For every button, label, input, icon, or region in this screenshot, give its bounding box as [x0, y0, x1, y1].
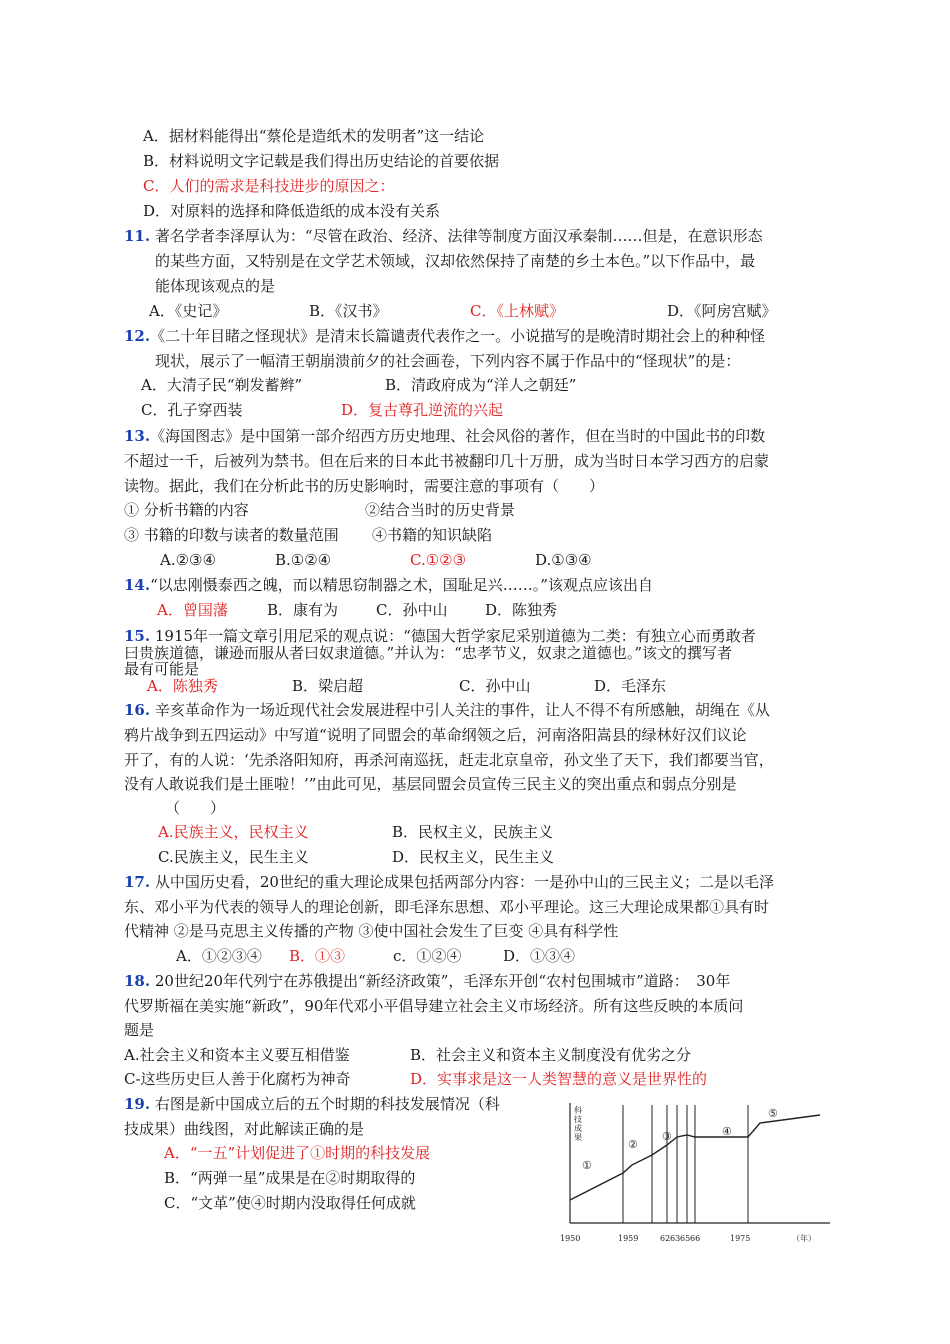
x-tick-label: 66 — [690, 1234, 701, 1243]
q16-option-a: A.民族主义，民权主义 — [158, 823, 309, 841]
q13-statement-4: ④书籍的知识缺陷 — [372, 526, 493, 544]
q16-option-b: B．民权主义，民族主义 — [392, 823, 554, 841]
tech-development-chart — [560, 1095, 835, 1245]
q18-option-b: B．社会主义和资本主义制度没有优劣之分 — [410, 1046, 692, 1064]
q18-option-d: D．实事求是这一人类智慧的意义是世界性的 — [410, 1070, 708, 1088]
q18-option-a: A.社会主义和资本主义要互相借鉴 — [124, 1046, 350, 1064]
q13-option-c: C.①②③ — [410, 551, 467, 569]
question-number: 15. — [124, 627, 151, 645]
period-label: ② — [628, 1138, 638, 1151]
q11-stem-line3: 能体现该观点的是 — [155, 277, 276, 295]
q16-option-d: D．民权主义，民生主义 — [392, 848, 555, 866]
q10-option-b: B．材料说明文字记载是我们得出历史结论的首要依据 — [143, 152, 500, 170]
x-tick-label: 1950 — [560, 1234, 581, 1243]
q13-option-b: B.①②④ — [275, 551, 332, 569]
q12-option-d: D．复古尊孔逆流的兴起 — [341, 401, 504, 419]
q17-option-b: B．①③ — [289, 947, 346, 965]
q17-option-d: D．①③④ — [503, 947, 576, 965]
question-number: 19. — [124, 1095, 151, 1113]
q14-stem-line1 — [124, 575, 653, 595]
q18-text: 20世纪20年代列宁在苏俄提出“新经济政策”，毛泽东开创“农村包围城市”道路： 30年 — [154, 972, 731, 990]
q14-option-c: C．孙中山 — [376, 601, 448, 619]
q13-statement-1: ① 分析书籍的内容 — [124, 501, 249, 519]
y-axis-label-char: 果 — [574, 1133, 582, 1142]
q17-option-c: c．①②④ — [393, 947, 462, 965]
q16-answer-blank: （ ） — [165, 799, 226, 817]
q13-stem-line1 — [124, 426, 765, 446]
q17-stem-line3: 代精神 ②是马克思主义传播的产物 ③使中国社会发生了巨变 ④具有科学性 — [124, 922, 619, 940]
x-tick-label: 63 — [670, 1234, 681, 1243]
q19-stem-line1 — [124, 1094, 500, 1114]
q15-option-a: A．陈独秀 — [147, 677, 218, 695]
q18-stem-line2: 代罗斯福在美实施“新政”，90年代邓小平倡导建立社会主义市场经济。所有这些反映的本质问 — [124, 997, 744, 1015]
q14-option-a: A．曾国藩 — [157, 601, 228, 619]
q16-stem-line1 — [124, 700, 770, 720]
q12-option-a: A．大清子民“剃发蓄辫” — [141, 376, 303, 394]
x-tick-label: 1959 — [618, 1234, 639, 1243]
q16-option-c: C.民族主义，民生主义 — [158, 848, 309, 866]
question-number: 13. — [124, 427, 151, 445]
q18-stem-line3: 题是 — [124, 1021, 155, 1039]
q11-option-c: C．《上林赋》 — [470, 302, 564, 320]
q15-text: 1915年一篇文章引用尼采的观点说：“德国大哲学家尼采别道德为二类：有独立心而勇敢者 — [154, 627, 756, 645]
q17-text: 从中国历史看，20世纪的重大理论成果包括两部分内容：一是孙中山的三民主义；二是以毛泽 — [154, 873, 774, 891]
q13-statement-2: ②结合当时的历史背景 — [365, 501, 516, 519]
q19-option-c: C．“文革”使④时期内没取得任何成就 — [164, 1194, 416, 1212]
q14-option-d: D．陈独秀 — [485, 601, 558, 619]
q13-text: 《海国图志》是中国第一部介绍西方历史地理、社会风俗的著作，但在当时的中国此书的印数 — [150, 427, 766, 445]
q15-stem-line3: 最有可能是 — [124, 660, 200, 678]
question-number: 11. — [124, 227, 151, 245]
q13-option-d: D.①③④ — [535, 551, 592, 569]
q14-option-b: B．康有为 — [267, 601, 339, 619]
q12-stem-line2: 现状，展示了一幅清王朝崩溃前夕的社会画卷，下列内容不属于作品中的“怪现状”的是： — [155, 352, 741, 370]
q13-stem-line2: 不超过一千，后被列为禁书。但在后来的日本此书被翻印几十万册，成为当时日本学习西方的启蒙 — [124, 452, 770, 470]
q12-option-c: C．孔子穿西装 — [141, 401, 243, 419]
x-axis-unit: （年） — [792, 1234, 816, 1243]
period-labels — [582, 1107, 778, 1172]
q17-stem-line2: 东、邓小平为代表的领导人的理论创新，即毛泽东思想、邓小平理论。这三大理论成果都①具有时 — [124, 898, 770, 916]
q15-option-d: D．毛泽东 — [594, 677, 667, 695]
q11-option-d: D．《阿房宫赋》 — [667, 302, 777, 320]
q10-option-c: C．人们的需求是科技进步的原因之： — [143, 177, 395, 195]
q16-stem-line3: 开了，有的人说：‘先杀洛阳知府，再杀河南巡抚，赶走北京皇帝，孙文坐了天下，我们都要当官， — [124, 751, 774, 769]
q13-statement-3: ③ 书籍的印数与读者的数量范围 — [124, 526, 339, 544]
q10-option-a: A．据材料能得出“蔡伦是造纸术的发明者”这一结论 — [143, 127, 485, 145]
question-number: 14. — [124, 576, 151, 594]
q11-option-b: B．《汉书》 — [309, 302, 388, 320]
q15-stem-line2: 曰贵族道德，谦逊而服从者曰奴隶道德。”并认为：“忠孝节义，奴隶之道德也。”该文的撰写者 — [124, 644, 733, 662]
y-axis-label-char: 成 — [574, 1124, 582, 1133]
period-label: ④ — [722, 1125, 732, 1138]
q18-option-c: C-这些历史巨人善于化腐朽为神奇 — [124, 1070, 351, 1088]
q19-text: 右图是新中国成立后的五个时期的科技发展情况（科 — [154, 1095, 500, 1113]
q12-text: 《二十年目睹之怪现状》是清末长篇谴责代表作之一。小说描写的是晚清时期社会上的种种怪 — [150, 327, 766, 345]
period-label: ③ — [662, 1130, 672, 1143]
question-number: 18. — [124, 972, 151, 990]
period-label: ⑤ — [768, 1107, 778, 1120]
period-label: ① — [582, 1159, 592, 1172]
q13-option-a: A.②③④ — [160, 551, 216, 569]
q11-text: 著名学者李泽厚认为：“尽管在政治、经济、法律等制度方面汉承秦制……但是，在意识形态 — [154, 227, 763, 245]
question-number: 16. — [124, 701, 151, 719]
question-number: 17. — [124, 873, 151, 891]
x-tick-label: 62 — [660, 1234, 671, 1243]
q11-option-a: A．《史记》 — [149, 302, 228, 320]
q13-stem-line3: 读物。据此，我们在分析此书的历史影响时，需要注意的事项有（ ） — [124, 477, 605, 495]
x-tick-label: 65 — [680, 1234, 691, 1243]
q18-stem-line1 — [124, 971, 730, 991]
q16-stem-line4: 没有人敢说我们是土匪啦！’”由此可见，基层同盟会员宣传三民主义的突出重点和弱点分别是 — [124, 775, 737, 793]
q12-option-b: B．清政府成为“洋人之朝廷” — [385, 376, 577, 394]
q12-stem-line1 — [124, 326, 765, 346]
q10-option-d: D．对原料的选择和降低造纸的成本没有关系 — [143, 202, 441, 220]
y-axis-label-char: 技 — [574, 1115, 582, 1124]
q15-option-b: B．梁启超 — [292, 677, 364, 695]
q16-stem-line2: 鸦片战争到五四运动》中写道“说明了同盟会的革命纲领之后，河南洛阳嵩县的绿林好汉们议论 — [124, 726, 747, 744]
question-number: 12. — [124, 327, 151, 345]
q11-stem-line2: 的某些方面，又特别是在文学艺术领域，汉却依然保持了南楚的乡土本色。”以下作品中，最 — [155, 252, 756, 270]
q14-text: “以忠刚慑泰西之魄，而以精思窃制器之术，国耻足兴……。”该观点应该出自 — [150, 576, 653, 594]
y-axis-label-char: 科 — [574, 1106, 582, 1115]
q19-option-a: A．“一五”计划促进了①时期的科技发展 — [164, 1144, 431, 1162]
x-tick-label: 1975 — [730, 1234, 751, 1243]
q15-option-c: C．孙中山 — [459, 677, 531, 695]
q17-stem-line1 — [124, 872, 774, 892]
period-dividers — [623, 1105, 748, 1223]
q11-stem-line1 — [124, 226, 763, 246]
q17-option-a: A．①②③④ — [176, 947, 262, 965]
x-tick-labels — [560, 1234, 750, 1243]
q19-stem-line2: 技成果）曲线图，对此解读正确的是 — [124, 1120, 365, 1138]
q19-option-b: B．“两弹一星”成果是在②时期取得的 — [164, 1169, 416, 1187]
q16-text: 辛亥革命作为一场近现代社会发展进程中引人关注的事件，让人不得不有所感触，胡绳在《从 — [154, 701, 770, 719]
